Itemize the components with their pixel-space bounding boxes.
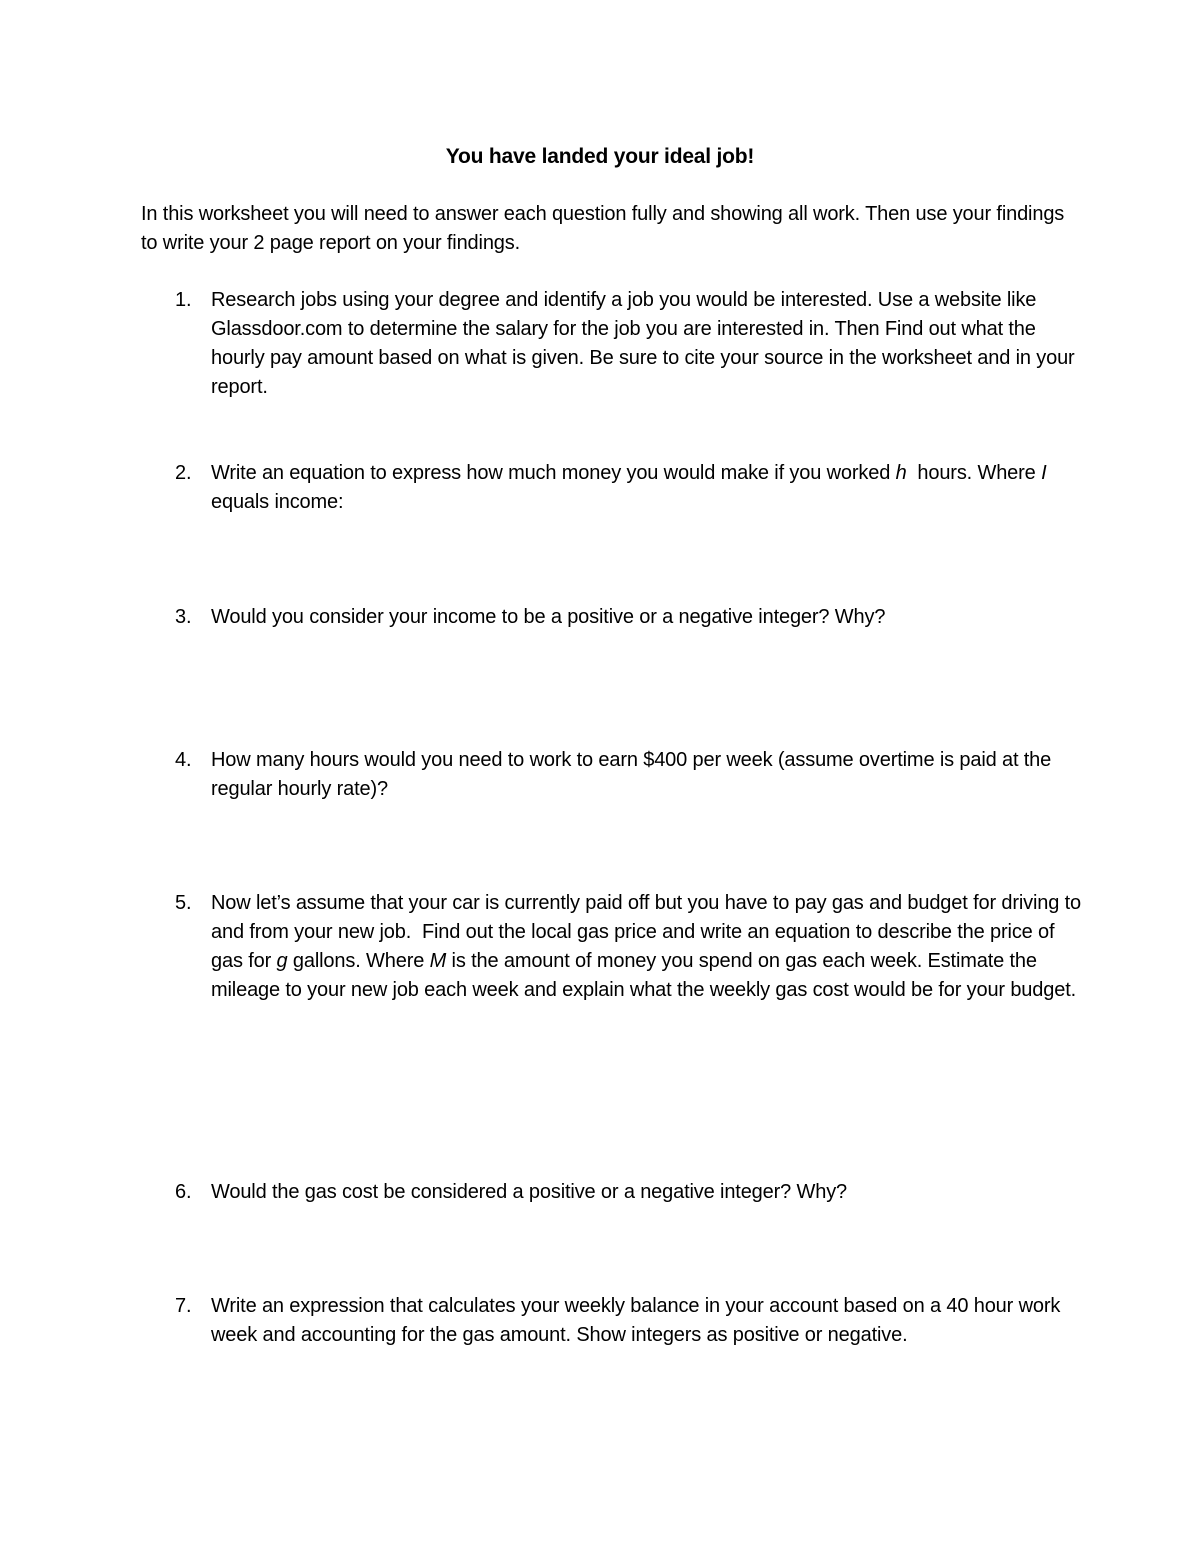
question-number: 1.	[175, 289, 192, 311]
question-text	[211, 459, 1081, 517]
question-text-part: gallons. Where	[287, 950, 430, 972]
question-text: Would the gas cost be considered a positive or a negative integer? Why?	[211, 1181, 848, 1203]
question-number: 3.	[175, 606, 192, 628]
question-text-part: equals income:	[211, 491, 344, 513]
question-4	[141, 746, 1081, 804]
question-2	[141, 459, 1081, 517]
question-3	[141, 603, 1081, 632]
variable-m: M	[429, 950, 447, 972]
question-text: Write an expression that calculates your weekly balance in your account based on a 40 hour work week and accounting for the gas amount. Show integers as positive or negative.	[211, 1295, 1061, 1346]
question-1	[141, 286, 1081, 402]
question-text-part: Write an equation to express how much money you would make if you worked	[211, 462, 896, 484]
question-5	[141, 889, 1087, 1005]
question-text: How many hours would you need to work to earn $400 per week (assume overtime is paid at the regular hourly rate)?	[211, 749, 1052, 800]
question-number: 7.	[175, 1295, 192, 1317]
question-6	[141, 1178, 1081, 1207]
question-number: 2.	[175, 462, 192, 484]
question-7	[141, 1292, 1081, 1350]
variable-g: g	[276, 950, 288, 972]
question-text	[211, 889, 1087, 1005]
variable-h: h	[895, 462, 907, 484]
question-number: 6.	[175, 1181, 192, 1203]
question-text-part: hours. Where	[906, 462, 1042, 484]
question-number: 5.	[175, 892, 192, 914]
question-text-part: Now let’s assume that your car is currently paid off but you have to pay gas and budget for driving to and from your new job. Find out the local gas price and write an equation to describe the price of gas for	[211, 892, 1087, 972]
question-number: 4.	[175, 749, 192, 771]
worksheet-title: You have landed your ideal job!	[445, 145, 755, 168]
worksheet-intro: In this worksheet you will need to answer each question fully and showing all work. Then use your findings to write your 2 page report on your findings.	[141, 203, 1065, 254]
question-text: Would you consider your income to be a positive or a negative integer? Why?	[211, 606, 886, 628]
variable-i: I	[1041, 462, 1047, 484]
question-text: Research jobs using your degree and identify a job you would be interested. Use a website like Glassdoor.com to determine the salary for the job you are interested in. Then Find out what the hourly pay amount based on what is given. Be sure to cite your source in the worksheet and in your report.	[211, 289, 1075, 398]
question-text-part: is the amount of money you spend on gas each week. Estimate the mileage to your new job each week and explain what the weekly gas cost would be for your budget.	[211, 950, 1077, 1001]
